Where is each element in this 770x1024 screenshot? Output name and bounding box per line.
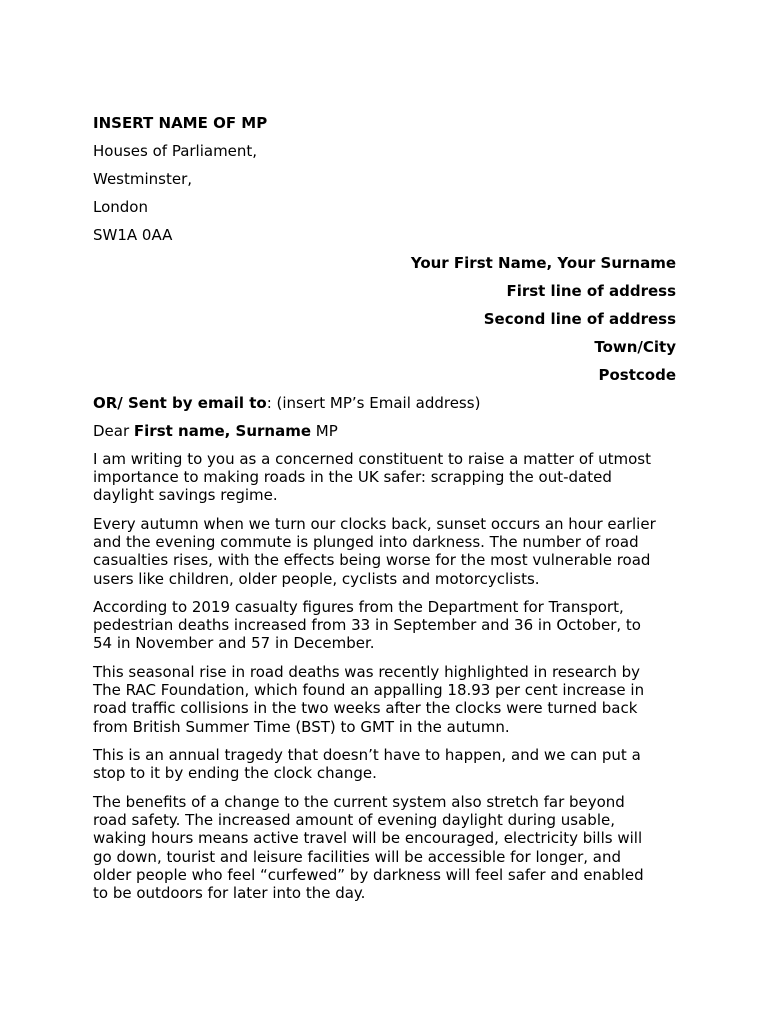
paragraph-line: users like children, older people, cyclists and motorcyclists. [93, 569, 540, 588]
recipient-postcode: SW1A 0AA [93, 226, 173, 244]
body-paragraph-1 [93, 450, 683, 505]
paragraph-line: The benefits of a change to the current system also stretch far beyond [93, 793, 625, 811]
salutation-name: First name, Surname [133, 422, 312, 440]
email-line-text: : (insert MP’s Email address) [266, 394, 481, 412]
salutation-suffix: MP [311, 422, 338, 440]
sender-name: Your First Name, Your Surname [410, 254, 676, 272]
body-paragraph-2 [93, 515, 683, 588]
paragraph-line: go down, tourist and leisure facilities will be accessible for longer, and [93, 847, 622, 866]
salutation-prefix: Dear [93, 422, 134, 440]
sender-town: Town/City [594, 338, 676, 356]
paragraph-line: According to 2019 casualty figures from the Department for Transport, [93, 598, 624, 616]
paragraph-line: This is an annual tragedy that doesn’t have to happen, and we can put a [93, 746, 641, 764]
sender-address-2: Second line of address [483, 310, 676, 328]
body-paragraph-4 [93, 663, 683, 736]
paragraph-line: importance to making roads in the UK safer: scrapping the out-dated [93, 468, 612, 487]
paragraph-line: 54 in November and 57 in December. [93, 634, 375, 653]
paragraph-line: and the evening commute is plunged into darkness. The number of road [93, 533, 639, 552]
paragraph-line: waking hours means active travel will be encouraged, electricity bills will [93, 829, 643, 848]
paragraph-line: casualties rises, with the effects being worse for the most vulnerable road [93, 551, 651, 570]
paragraph-line: from British Summer Time (BST) to GMT in the autumn. [93, 717, 510, 736]
paragraph-line: daylight savings regime. [93, 486, 278, 505]
email-line [93, 394, 480, 412]
recipient-address-3: London [93, 198, 148, 216]
sender-address-1: First line of address [506, 282, 676, 300]
body-paragraph-5 [93, 746, 683, 782]
paragraph-line: Every autumn when we turn our clocks back, sunset occurs an hour earlier [93, 515, 656, 533]
recipient-address-1: Houses of Parliament, [93, 142, 258, 160]
body-paragraph-6 [93, 793, 683, 902]
recipient-address-2: Westminster, [93, 170, 193, 188]
paragraph-line: This seasonal rise in road deaths was recently highlighted in research by [93, 663, 641, 681]
recipient-name: INSERT NAME OF MP [93, 114, 268, 132]
paragraph-line: pedestrian deaths increased from 33 in September and 36 in October, to [93, 616, 641, 635]
paragraph-line: stop to it by ending the clock change. [93, 764, 377, 783]
paragraph-line: older people who feel “curfewed” by darkness will feel safer and enabled [93, 865, 644, 884]
sender-postcode: Postcode [598, 366, 676, 384]
paragraph-line: road traffic collisions in the two weeks after the clocks were turned back [93, 699, 638, 718]
body-paragraph-3 [93, 598, 683, 653]
paragraph-line: road safety. The increased amount of evening daylight during usable, [93, 811, 615, 830]
email-line-label: OR/ Sent by email to [93, 394, 267, 412]
salutation [93, 422, 338, 440]
paragraph-line: I am writing to you as a concerned constituent to raise a matter of utmost [93, 450, 651, 468]
paragraph-line: The RAC Foundation, which found an appalling 18.93 per cent increase in [93, 681, 645, 700]
paragraph-line: to be outdoors for later into the day. [93, 884, 366, 903]
